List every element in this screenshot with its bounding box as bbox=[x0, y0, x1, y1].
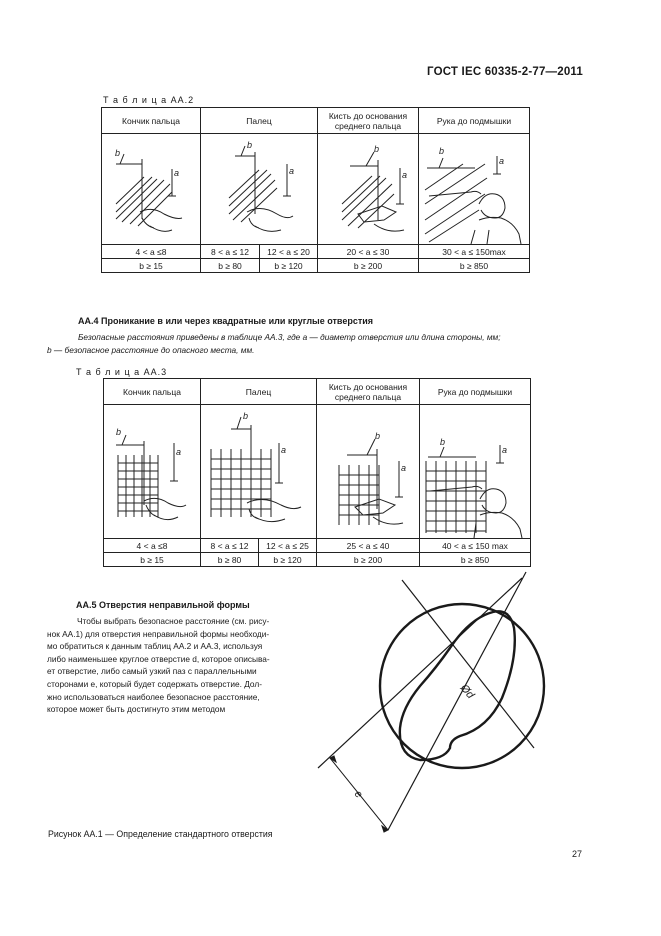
svg-text:b: b bbox=[243, 411, 249, 421]
illustration-row bbox=[104, 405, 531, 539]
distance-cell: b ≥ 120 bbox=[259, 553, 317, 567]
distance-cell: b ≥ 80 bbox=[201, 553, 259, 567]
svg-text:b: b bbox=[440, 437, 446, 447]
col-header: Кончик пальца bbox=[102, 108, 201, 134]
body-line: нок АА.1) для отверстия неправильной формы необходи- bbox=[47, 628, 270, 639]
section-aa4-text-line2: b — безопасное расстояние до опасного места, мм. bbox=[47, 345, 255, 355]
table-aa2 bbox=[101, 107, 530, 273]
svg-text:a: a bbox=[499, 156, 505, 166]
svg-text:b: b bbox=[247, 140, 253, 150]
svg-text:a: a bbox=[402, 170, 408, 180]
range-cell: 12 < a ≤ 25 bbox=[259, 539, 317, 553]
distance-cell: b ≥ 200 bbox=[317, 553, 420, 567]
svg-text:a: a bbox=[401, 463, 407, 473]
hand-grid-illustration bbox=[317, 405, 420, 539]
fingertip-illustration bbox=[102, 134, 201, 245]
slot-line-1 bbox=[318, 578, 522, 768]
arm-illustration bbox=[419, 134, 530, 245]
distance-cell: b ≥ 15 bbox=[102, 259, 201, 273]
document-code-header: ГОСТ IEC 60335-2-77—2011 bbox=[427, 66, 583, 78]
svg-text:b: b bbox=[116, 427, 122, 437]
svg-text:b: b bbox=[375, 431, 381, 441]
body-line: которое может быть достигнуто этим методом bbox=[47, 704, 226, 715]
finger-illustration bbox=[201, 134, 318, 245]
distance-cell: b ≥ 200 bbox=[318, 259, 419, 273]
table-aa2-caption: Т а б л и ц а АА.2 bbox=[103, 95, 195, 105]
figure-aa1-drawing bbox=[310, 568, 560, 838]
col-header: Рука до подмышки bbox=[420, 379, 531, 405]
col-header: Рука до подмышки bbox=[419, 108, 530, 134]
distance-cell: b ≥ 850 bbox=[420, 553, 531, 567]
body-line: сторонами e, который будет содержать отверстие. Дол- bbox=[47, 678, 262, 689]
irregular-opening bbox=[400, 611, 515, 760]
figure-caption: Рисунок АА.1 — Определение стандартного отверстия bbox=[48, 829, 273, 839]
arm-grid-illustration bbox=[420, 405, 531, 539]
svg-text:a: a bbox=[289, 166, 295, 176]
distance-cell: b ≥ 850 bbox=[419, 259, 530, 273]
slot-width-label: e bbox=[351, 788, 365, 801]
range-cell: 25 < a ≤ 40 bbox=[317, 539, 420, 553]
range-cell: 20 < a ≤ 30 bbox=[318, 245, 419, 259]
body-line: мо обратиться к данным таблиц АА.2 и АА.3, используя bbox=[47, 641, 263, 652]
section-aa4-text-line1: Безопасные расстояния приведены в таблице АА.3, где a — диаметр отверстия или длина стороны, мм; bbox=[78, 332, 501, 342]
range-cell: 8 < a ≤ 12 bbox=[201, 245, 260, 259]
svg-text:b: b bbox=[374, 144, 380, 154]
svg-text:a: a bbox=[176, 447, 182, 457]
svg-text:a: a bbox=[174, 168, 180, 178]
illustration-row bbox=[102, 134, 530, 245]
table-header-row bbox=[102, 108, 530, 134]
range-cell: 40 < a ≤ 150 max bbox=[420, 539, 531, 553]
col-header: Кисть до основания среднего пальца bbox=[317, 379, 420, 405]
distance-cell: b ≥ 80 bbox=[201, 259, 260, 273]
col-header: Кончик пальца bbox=[104, 379, 201, 405]
section-aa5-heading: АА.5 Отверстия неправильной формы bbox=[76, 600, 250, 610]
section-aa4-heading: АА.4 Проникание в или через квадратные или круглые отверстия bbox=[78, 316, 374, 326]
page-number: 27 bbox=[572, 849, 583, 859]
distance-row bbox=[102, 259, 530, 273]
range-row bbox=[104, 539, 531, 553]
range-cell: 30 < a ≤ 150max bbox=[419, 245, 530, 259]
range-cell: 12 < a ≤ 20 bbox=[260, 245, 318, 259]
col-header: Кисть до основания среднего пальца bbox=[318, 108, 419, 134]
distance-row bbox=[104, 553, 531, 567]
section-aa5-body bbox=[47, 615, 312, 716]
body-line: ет отверстие, либо самый узкий паз с параллельными bbox=[47, 666, 257, 677]
range-cell: 4 < a ≤8 bbox=[102, 245, 201, 259]
table-aa3 bbox=[103, 378, 531, 567]
diameter-label: Ød bbox=[457, 682, 477, 702]
table-header-row bbox=[104, 379, 531, 405]
range-row bbox=[102, 245, 530, 259]
distance-cell: b ≥ 15 bbox=[104, 553, 201, 567]
col-header: Палец bbox=[201, 108, 318, 134]
range-cell: 8 < a ≤ 12 bbox=[201, 539, 259, 553]
body-line: Чтобы выбрать безопасное расстояние (см. рису- bbox=[77, 616, 270, 626]
table-aa3-caption: Т а б л и ц а АА.3 bbox=[76, 367, 168, 377]
col-header: Палец bbox=[201, 379, 317, 405]
range-cell: 4 < a ≤8 bbox=[104, 539, 201, 553]
hand-illustration bbox=[318, 134, 419, 245]
body-line: либо наименьшее круглое отверстие d, которое описыва- bbox=[47, 653, 270, 664]
svg-text:a: a bbox=[281, 445, 287, 455]
fingertip-grid-illustration bbox=[104, 405, 201, 539]
svg-text:a: a bbox=[502, 445, 508, 455]
finger-grid-illustration bbox=[201, 405, 317, 539]
body-line: жно использоваться наиболее безопасное расстояние, bbox=[47, 691, 260, 702]
distance-cell: b ≥ 120 bbox=[260, 259, 318, 273]
svg-text:b: b bbox=[439, 146, 445, 156]
svg-text:b: b bbox=[115, 148, 121, 158]
